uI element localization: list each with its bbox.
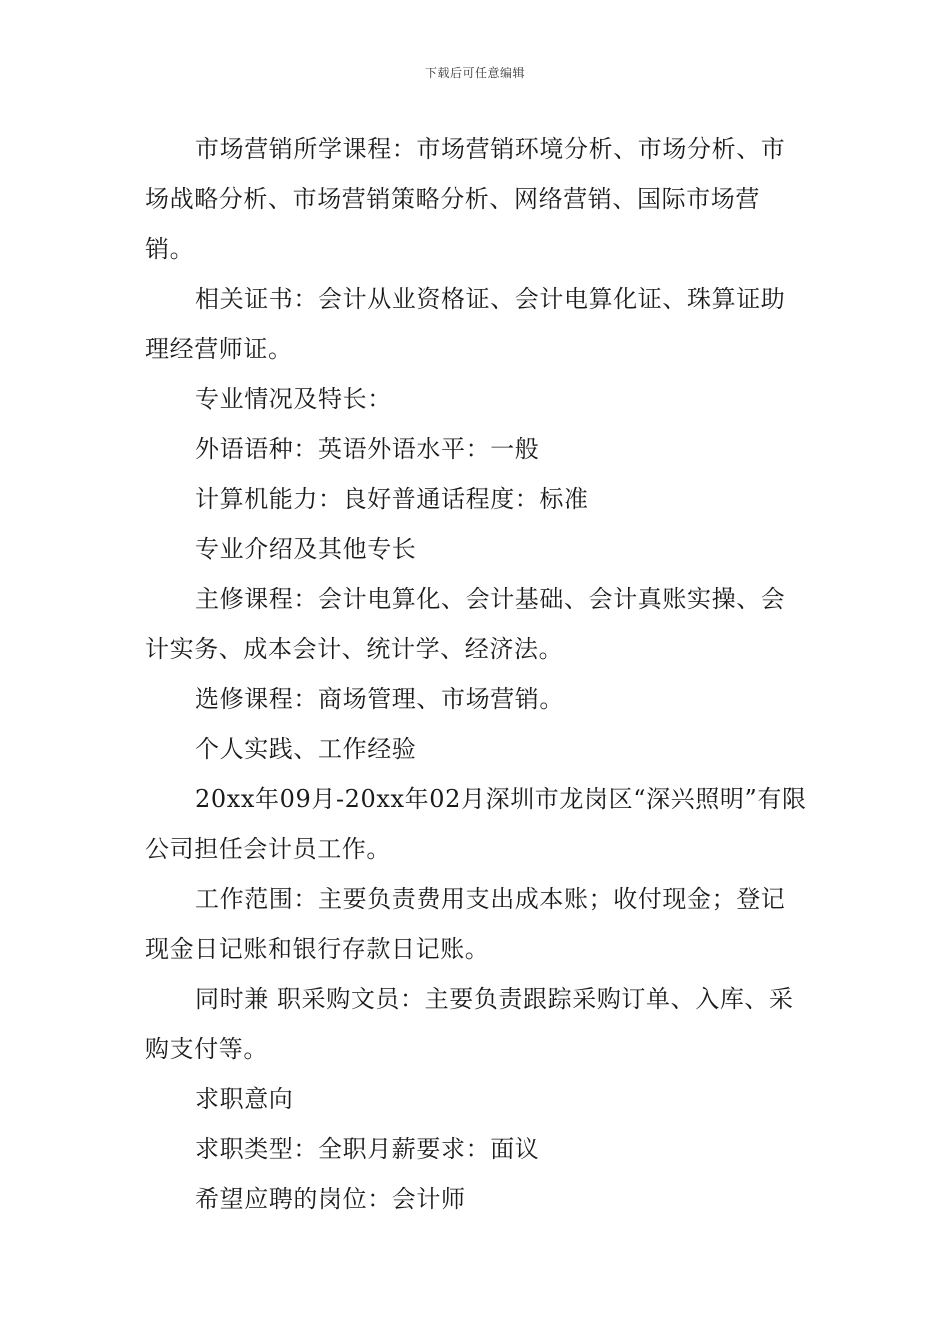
paragraph-certificates: 相关证书：会计从业资格证、会计电算化证、珠算证助理经营师证。 [145,285,786,363]
paragraph-specialty-heading: 专业介绍及其他专长 [195,535,417,563]
paragraph-elective-courses: 选修课程：商场管理、市场营销。 [195,685,564,713]
paragraph-computer-skills: 计算机能力：良好普通话程度：标准 [195,485,589,513]
paragraph-employment-record: 20xx年09月-20xx年02月深圳市龙岗区“深兴照明”有限公司担任会计员工作。 [145,785,807,863]
paragraph-job-type: 求职类型：全职月薪要求：面议 [195,1135,540,1163]
page-header-note: 下载后可任意编辑 [424,66,525,80]
paragraph-desired-position: 希望应聘的岗位：会计师 [195,1185,466,1213]
paragraph-work-scope: 工作范围：主要负责费用支出成本账；收付现金；登记现金日记账和银行存款日记账。 [145,885,786,963]
paragraph-skills-heading: 专业情况及特长： [195,385,392,413]
paragraph-major-courses: 主修课程：会计电算化、会计基础、会计真账实操、会计实务、成本会计、统计学、经济法。 [145,585,786,663]
document-body [145,124,807,1224]
paragraph-foreign-language: 外语语种：英语外语水平：一般 [195,435,540,463]
paragraph-job-intention-heading: 求职意向 [195,1085,294,1113]
paragraph-purchasing-duties: 同时兼 职采购文员：主要负责跟踪采购订单、入库、采购支付等。 [145,985,794,1063]
paragraph-marketing-courses: 市场营销所学课程：市场营销环境分析、市场分析、市场战略分析、市场营销策略分析、网络营销、国际市场营销。 [145,135,786,263]
paragraph-experience-heading: 个人实践、工作经验 [195,735,417,763]
